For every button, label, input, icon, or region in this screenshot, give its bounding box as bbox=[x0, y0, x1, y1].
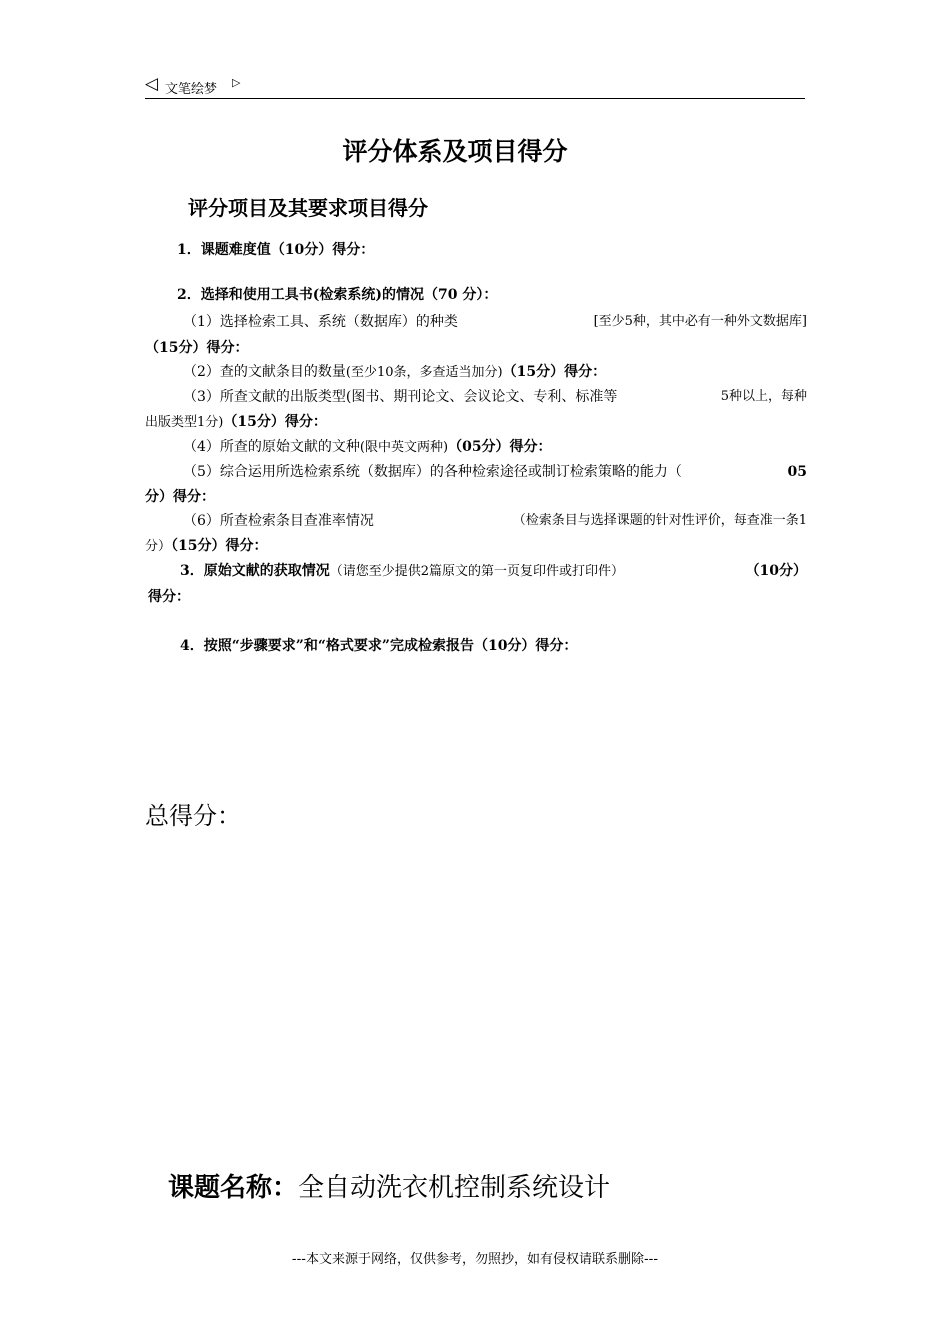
page-footer: ---本文来源于网络，仅供参考，勿照抄，如有侵权请联系删除--- bbox=[291, 1252, 659, 1267]
item-2: 2．选择和使用工具书(检索系统)的情况（70 分）： bbox=[177, 287, 498, 303]
item-1: 1．课题难度值（10分）得分： bbox=[177, 242, 375, 258]
sub-item-3-line1: （3）所查文献的出版类型(图书、期刊论文、会议论文、专利、标准等 5种以上，每种 bbox=[183, 389, 807, 405]
left-triangle-icon: ◁ bbox=[145, 74, 159, 94]
sub-item-2: （2）查的文献条目的数量(至少10条，多查适当加分)（15分）得分： bbox=[183, 364, 607, 380]
sub-item-3-line2: 出版类型1分)（15分）得分： bbox=[145, 414, 327, 430]
right-triangle-icon: ▷ bbox=[232, 76, 241, 89]
sub-item-5-score: 分）得分： bbox=[145, 489, 215, 505]
page-header bbox=[145, 74, 805, 99]
topic-label: 课题名称： bbox=[168, 1173, 299, 1203]
sub-item-4: （4）所查的原始文献的文种(限中英文两种)（05分）得分： bbox=[183, 439, 552, 455]
page-subtitle: 评分项目及其要求项目得分 bbox=[188, 196, 428, 220]
sub-item-1-line1: （1）选择检索工具、系统（数据库）的种类 [至少5种，其中必有一种外文数据库] bbox=[183, 314, 807, 330]
header-text: 文笔绘梦 bbox=[165, 82, 218, 97]
sub-item-5-line1: （5）综合运用所选检索系统（数据库）的各种检索途径或制订检索策略的能力（ 05 bbox=[183, 464, 807, 480]
item-3-score: 得分： bbox=[148, 589, 190, 605]
topic-title bbox=[168, 1167, 610, 1204]
sub-item-6-line2: 分）（15分）得分： bbox=[145, 538, 268, 554]
sub-item-1-score: （15分）得分： bbox=[145, 340, 249, 356]
total-score-label: 总得分： bbox=[145, 802, 241, 830]
topic-value: 全自动洗衣机控制系统设计 bbox=[298, 1173, 611, 1203]
item-3-line1: 3．原始文献的获取情况（请您至少提供2篇原文的第一页复印件或打印件） （10分） bbox=[180, 563, 807, 579]
item-4: 4．按照“步骤要求”和“格式要求”完成检索报告（10分）得分： bbox=[180, 638, 578, 654]
page-title: 评分体系及项目得分 bbox=[342, 137, 568, 166]
sub-item-6-line1: （6）所查检索条目查准率情况 （检索条目与选择课题的针对性评价，每查准一条1 bbox=[183, 513, 807, 529]
